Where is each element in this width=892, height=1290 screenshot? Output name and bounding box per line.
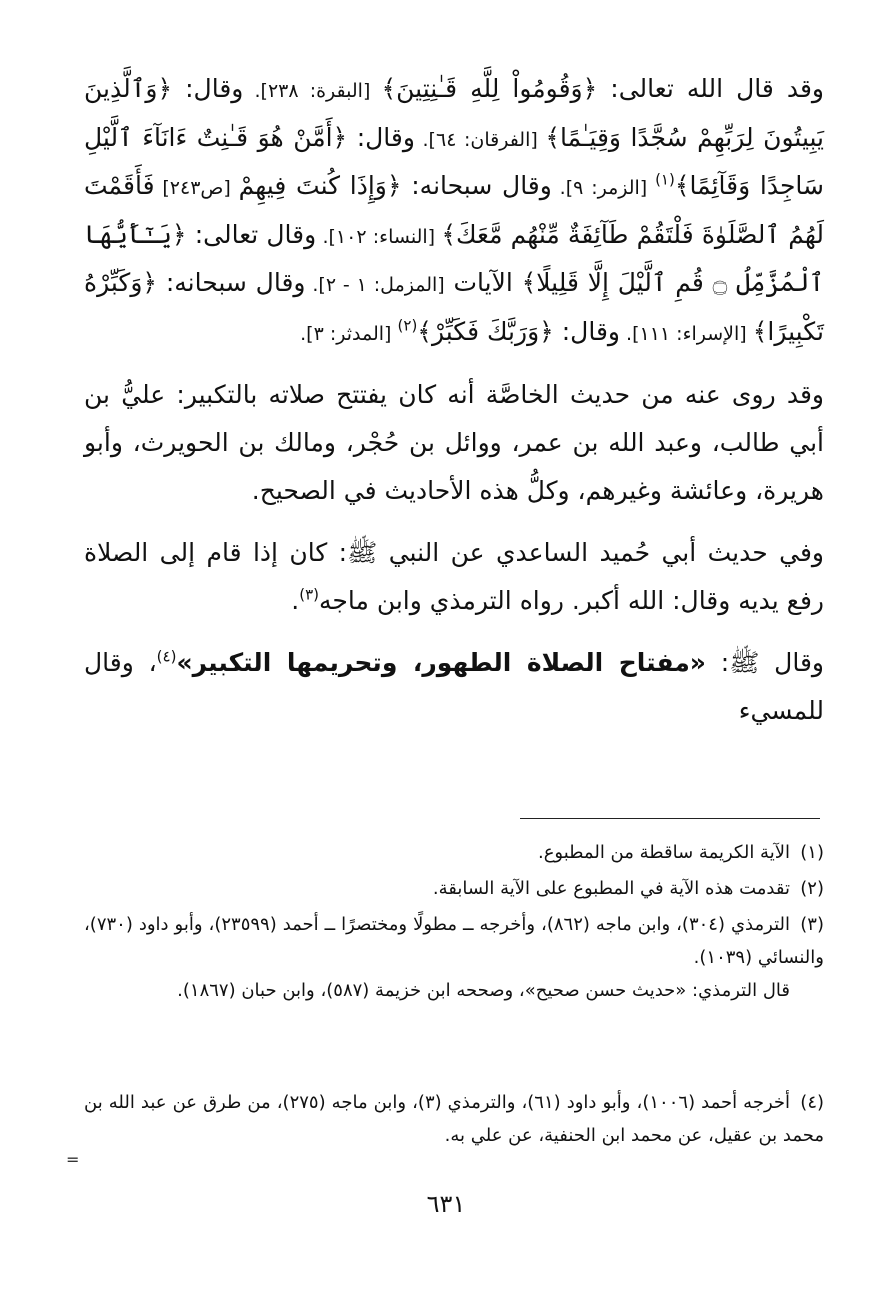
text: الآيات: [444, 268, 522, 297]
footnote-marker: (٣): [299, 585, 319, 604]
paragraph-quran-verses: [84, 66, 824, 357]
footnote-marker: (٤): [156, 647, 177, 666]
text: وقال تعالى:: [186, 219, 317, 249]
footnote-text: أخرجه أحمد (١٠٠٦)، وأبو داود (٦١)، والترمذي (٣)، وابن ماجه (٢٧٥)، من طرق عن عبد الله بن محمد بن عقيل، عن محمد ابن الحنفية، عن علي به.: [84, 1092, 824, 1146]
verse-reference: [المزمل: ١ - ٢].: [305, 274, 445, 296]
quran-verse: ﴿وَٱلَّذِينَ يَبِيتُونَ لِرَبِّهِمْ سُجَّدًا وَقِيَـٰمًا﴾: [84, 74, 824, 152]
verse-reference: [النساء: ١٠٢].: [316, 225, 442, 248]
footnote-number: (٤): [800, 1092, 825, 1113]
paragraph-hadith-abu-humaid: [84, 529, 824, 625]
verse-reference: [المدثر: ٣].: [300, 322, 398, 345]
footnote-4: [84, 1086, 824, 1152]
verse-reference: [الزمر: ٩].: [551, 177, 656, 199]
text: .: [291, 586, 300, 615]
quran-verse: فَأَقَمْتَ لَهُمُ ٱلصَّلَوٰةَ فَلْتَقُمْ طَآئِفَةٌ مِّنْهُم مَّعَكَ﴾: [84, 171, 824, 249]
quran-verse: ﴿أَمَّنْ هُوَ قَـٰنِتٌ ءَانَآءَ ٱلَّيْلِ سَاجِدًا وَقَآئِمًا﴾: [84, 122, 824, 200]
quran-verse: ﴿وَرَبَّكَ فَكَبِّرْ﴾: [417, 316, 554, 346]
text: وقال:: [553, 316, 620, 346]
continuation-mark: =: [66, 1150, 80, 1169]
footnote-marker: (٢): [397, 316, 418, 335]
text: وقال سبحانه:: [401, 171, 552, 200]
page-marker: [ص٢٤٣]: [154, 177, 239, 199]
footnote-number: (٢): [800, 878, 824, 899]
page-number: ٦٣١: [426, 1190, 466, 1218]
verse-reference: [البقرة: ٢٣٨].: [243, 80, 382, 102]
footnote-text: قال الترمذي: «حديث حسن صحيح»، وصححه ابن خزيمة (٥٨٧)، وابن حبان (١٨٦٧).: [177, 980, 790, 1001]
footnote-text: تقدمت هذه الآية في المطبوع على الآية السابقة.: [432, 878, 790, 899]
footnote-marker: (١): [655, 170, 675, 189]
text: وقال:: [347, 122, 415, 152]
quran-verse: ﴿وَقُومُواْ لِلَّهِ قَـٰنِتِينَ﴾: [381, 74, 598, 103]
paragraph-narrators: وقد روى عنه من حديث الخاصَّة أنه كان يفتتح صلاته بالتكبير: عليُّ بن أبي طالب، وعبد الله بن عمر، ووائل بن حُجْر، ومالك بن الحويرث، وأبو هريرة، وعائشة وغيرهم، وكلُّ هذه الأحاديث في الصحيح.: [84, 380, 824, 505]
quran-verse: ﴿وَإِذَا كُنتَ فِيهِمْ: [238, 171, 402, 200]
footnote-2: [84, 872, 824, 905]
footnote-text: الترمذي (٣٠٤)، وابن ماجه (٨٦٢)، وأخرجه ــ مطولًا ومختصرًا ــ أحمد (٢٣٥٩٩)، وأبو داود (٧٣٠)، والنسائي (١٠٣٩).: [84, 914, 824, 968]
main-text: [84, 66, 824, 735]
text: وقال:: [172, 74, 244, 103]
text: وقال ﷺ:: [705, 648, 824, 677]
footnote-number: (٣): [800, 914, 824, 935]
text: وفي حديث أبي حُميد الساعدي عن النبي ﷺ: كان إذا قام إلى الصلاة رفع يديه وقال: الله أكبر. رواه الترمذي وابن ماجه: [84, 538, 824, 615]
footnote-1: [84, 836, 824, 869]
footnote-text: الآية الكريمة ساقطة من المطبوع.: [537, 842, 790, 863]
text: ، وقال للمسيء: [84, 648, 824, 725]
footnote-3: [84, 908, 824, 1007]
footnote-number: (١): [800, 842, 824, 863]
verse-reference: [الإسراء: ١١١].: [620, 322, 753, 345]
paragraph-hadith-key: [84, 639, 824, 735]
verse-reference: [الفرقان: ٦٤].: [414, 128, 546, 151]
quran-verse: ﴿يَـٰٓأَيُّهَا ٱلْمُزَّمِّلُ ۝ قُمِ ٱلَّيْلَ إِلَّا قَلِيلًا﴾: [84, 219, 824, 297]
hadith-quote: «مفتاح الصلاة الطهور، وتحريمها التكبير»: [176, 648, 706, 677]
footnote-separator: [520, 818, 820, 819]
quran-verse: ﴿وَكَبِّرْهُ تَكْبِيرًا﴾: [84, 268, 824, 346]
text: وقد قال الله تعالى:: [597, 74, 824, 103]
text: وقال سبحانه:: [157, 268, 306, 297]
